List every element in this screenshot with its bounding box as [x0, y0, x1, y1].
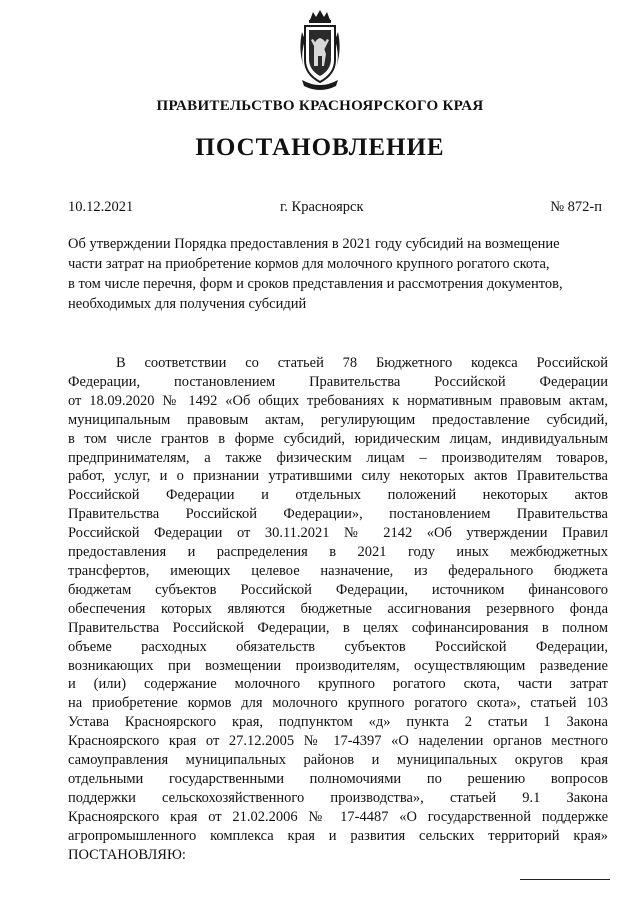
body-line: агропромышленного комплекса края и развития сельских территорий края»	[68, 827, 608, 844]
body-line: от 18.09.2020 № 1492 «Об общих требованиях к нормативным правовым актам,	[68, 392, 608, 409]
document-date: 10.12.2021	[68, 199, 134, 215]
coat-of-arms-icon	[296, 10, 344, 92]
document-body	[68, 354, 608, 864]
government-name: ПРАВИТЕЛЬСТВО КРАСНОЯРСКОГО КРАЯ	[156, 98, 484, 114]
body-line: в том числе грантов в форме субсидий, юридическим лицам, индивидуальным	[68, 430, 608, 447]
body-line: отдельными государственными полномочиями по решению вопросов	[68, 770, 608, 787]
body-line: объеме расходных обязательств субъектов Российской Федерации,	[68, 638, 608, 655]
document-subject	[68, 234, 592, 314]
body-line: Устава Красноярского края, подпунктом «д» пункта 2 статьи 1 Закона	[68, 714, 608, 731]
document-city: г. Красноярск	[280, 199, 364, 215]
body-line: Российской Федерации и отдельных положений некоторых актов	[68, 487, 608, 504]
body-line: бюджетам субъектов Российской Федерации, источником финансового	[68, 581, 608, 598]
document-number: № 872-п	[550, 199, 602, 215]
footer-rule	[520, 879, 610, 880]
body-line: В соответствии со статьей 78 Бюджетного кодекса Российской	[116, 355, 608, 371]
body-line: Правительства Российской Федерации, в целях софинансирования в полном	[68, 619, 608, 636]
body-line: на приобретение кормов для молочного крупного рогатого скота», статьей 103	[68, 695, 608, 712]
body-line: предоставления и распределения в 2021 году иных межбюджетных	[68, 544, 608, 561]
body-line: Правительства Российской Федерации», постановлением Правительства	[68, 506, 608, 523]
body-line: возникающих при возмещении производителям, осуществляющим разведение	[68, 657, 608, 674]
body-line: работ, услуг, и о признании утратившими силу некоторых актов Правительства	[68, 468, 608, 485]
body-line: Красноярского края от 27.12.2005 № 17-4397 «О наделении органов местного	[68, 733, 608, 750]
body-line: поддержки сельскохозяйственного производства», статьей 9.1 Закона	[68, 789, 608, 806]
body-line: муниципальным правовым актам, регулирующим предоставление субсидий,	[68, 411, 608, 428]
document-type-title: ПОСТАНОВЛЕНИЕ	[195, 134, 445, 161]
body-line: трансфертов, имеющих целевое назначение, из федерального бюджета	[68, 562, 608, 579]
subject-line: Об утверждении Порядка предоставления в 2021 году субсидий на возмещение	[68, 236, 560, 252]
subject-line: в том числе перечня, форм и сроков представления и рассмотрения документов,	[68, 276, 563, 292]
body-line: и (или) содержание молочного крупного рогатого скота, части затрат	[68, 676, 608, 693]
body-closing-line: ПОСТАНОВЛЯЮ:	[68, 846, 186, 863]
body-line: Красноярского края от 21.02.2006 № 17-4487 «О государственной поддержке	[68, 808, 608, 825]
subject-line: необходимых для получения субсидий	[68, 296, 307, 312]
body-line: самоуправления муниципальных районов и муниципальных округов края	[68, 752, 608, 769]
body-line: обеспечения которых являются бюджетные ассигнования резервного фонда	[68, 600, 608, 617]
body-line: Федерации, постановлением Правительства Российской Федерации	[68, 373, 608, 390]
body-line: Российской Федерации от 30.11.2021 № 2142 «Об утверждении Правил	[68, 525, 608, 542]
body-line: предпринимателям, а также физическим лицам – производителям товаров,	[68, 449, 608, 466]
subject-line: части затрат на приобретение кормов для молочного крупного рогатого скота,	[68, 256, 550, 272]
